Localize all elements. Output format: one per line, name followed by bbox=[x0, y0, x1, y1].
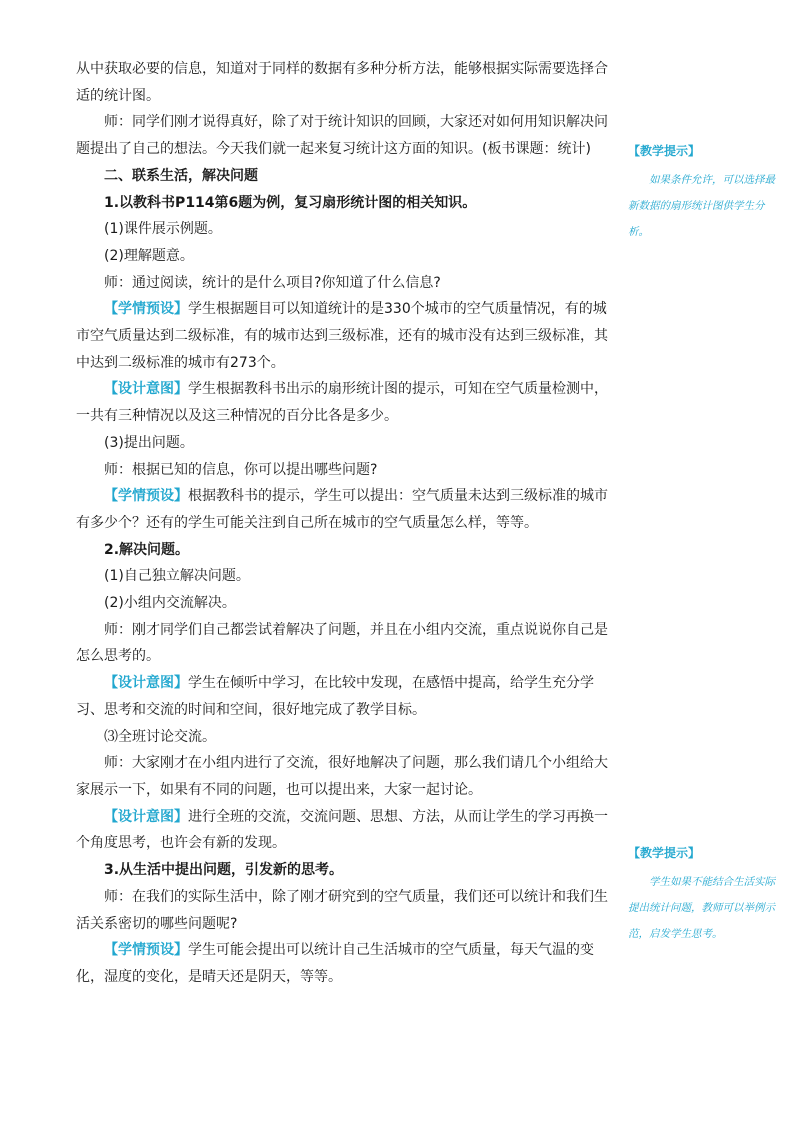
annotated-paragraph bbox=[76, 483, 608, 536]
annotation-tag: 【学情预设】 bbox=[104, 488, 188, 505]
teaching-tip-title: 【教学提示】 bbox=[628, 144, 701, 158]
annotated-paragraph bbox=[76, 670, 608, 723]
subsection-heading: 3.从生活中提出问题，引发新的思考。 bbox=[104, 862, 344, 879]
annotation-tag: 【设计意图】 bbox=[104, 381, 188, 398]
annotation-text: 学生根据题目可以知道统计的是330个城市的空气质量情况，有的城市空气质量达到二级标准，有的城市达到三级标准，还有的城市没有达到三级标准，其中达到二级标准的城市有273个。 bbox=[76, 301, 608, 371]
annotation-tag: 【学情预设】 bbox=[104, 301, 188, 318]
annotation-tag: 【设计意图】 bbox=[104, 808, 188, 825]
annotation-text: 学生根据教科书出示的扇形统计图的提示，可知在空气质量检测中，一共有三种情况以及这三种情况的百分比各是多少。 bbox=[76, 381, 608, 425]
annotation-tag: 【设计意图】 bbox=[104, 675, 188, 692]
paragraph: 师：刚才同学们自己都尝试着解决了问题，并且在小组内交流，重点说说你自己是怎么思考的。 bbox=[76, 621, 608, 665]
paragraph: 师：同学们刚才说得真好，除了对于统计知识的回顾，大家还对如何用知识解决问题提出了自己的想法。今天我们就一起来复习统计这方面的知识。(板书课题：统计) bbox=[76, 114, 608, 158]
paragraph: 师：通过阅读，统计的是什么项目?你知道了什么信息? bbox=[104, 274, 441, 291]
paragraph: 师：大家刚才在小组内进行了交流，很好地解决了问题，那么我们请几个小组给大家展示一下，如果有不同的问题，也可以提出来，大家一起讨论。 bbox=[76, 755, 608, 798]
teaching-tip-title: 【教学提示】 bbox=[628, 846, 701, 860]
annotated-paragraph bbox=[76, 937, 608, 990]
annotation-tag: 【学情预设】 bbox=[104, 942, 188, 959]
paragraph: (1)课件展示例题。 bbox=[104, 221, 222, 238]
paragraph: 师：在我们的实际生活中，除了刚才研究到的空气质量，我们还可以统计和我们生活关系密切的哪些问题呢? bbox=[76, 888, 608, 932]
paragraph: (2)小组内交流解决。 bbox=[104, 595, 236, 612]
annotation-text: 学生可能会提出可以统计自己生活城市的空气质量，每天气温的变化，湿度的变化，是晴天还是阴天，等等。 bbox=[76, 942, 594, 985]
lesson-body bbox=[76, 56, 608, 991]
paragraph: (1)自己独立解决问题。 bbox=[104, 568, 250, 585]
annotation-text: 学生在倾听中学习，在比较中发现，在感悟中提高，给学生充分学习、思考和交流的时间和空间，很好地完成了教学目标。 bbox=[76, 675, 594, 718]
teaching-tip-text: 如果条件允许，可以选择最新数据的扇形统计图供学生分析。 bbox=[628, 174, 775, 238]
teaching-tip-sidebar bbox=[628, 844, 778, 947]
paragraph: ⑶全班讨论交流。 bbox=[104, 728, 216, 745]
paragraph: (2)理解题意。 bbox=[104, 247, 194, 264]
teaching-tip-text: 学生如果不能结合生活实际提出统计问题，教师可以举例示范，启发学生思考。 bbox=[628, 876, 775, 940]
annotated-paragraph bbox=[76, 296, 608, 376]
annotation-text: 根据教科书的提示，学生可以提出：空气质量未达到三级标准的城市有多少个？还有的学生可能关注到自己所在城市的空气质量怎么样，等等。 bbox=[76, 488, 608, 531]
paragraph: 从中获取必要的信息，知道对于同样的数据有多种分析方法，能够根据实际需要选择合适的统计图。 bbox=[76, 61, 608, 104]
subsection-heading: 2.解决问题。 bbox=[104, 541, 190, 558]
subsection-heading: 1.以教科书P114第6题为例，复习扇形统计图的相关知识。 bbox=[104, 194, 477, 211]
teaching-tip-sidebar bbox=[628, 142, 778, 245]
annotated-paragraph bbox=[76, 376, 608, 429]
annotation-text: 进行全班的交流，交流问题、思想、方法，从而让学生的学习再换一个角度思考，也许会有新的发现。 bbox=[76, 808, 608, 852]
section-heading: 二、联系生活，解决问题 bbox=[104, 167, 258, 184]
paragraph: 师：根据已知的信息，你可以提出哪些问题? bbox=[104, 461, 378, 478]
annotated-paragraph bbox=[76, 804, 608, 857]
paragraph: (3)提出问题。 bbox=[104, 434, 194, 451]
